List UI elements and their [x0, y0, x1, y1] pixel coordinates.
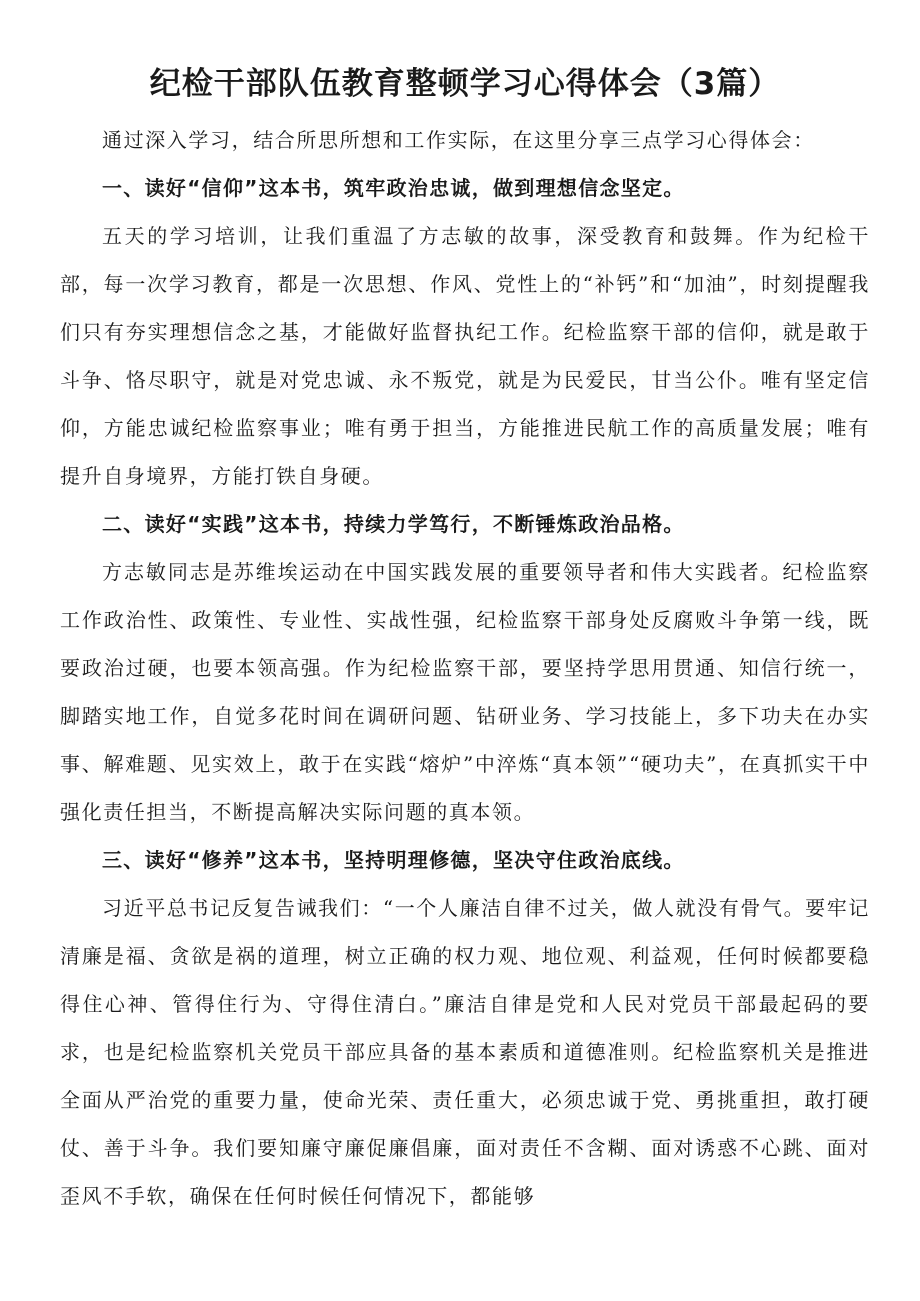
section-2-heading: 二、读好“实践”这本书，持续力学笃行，不断锤炼政治品格。: [102, 512, 685, 536]
section-1-body: 五天的学习培训，让我们重温了方志敏的故事，深受教育和鼓舞。作为纪检干部，每一次学习教育，都是一次思想、作风、党性上的“补钙”和“加油”，时刻提醒我们只有夯实理想信念之基，才能做好监督执纪工作。纪检监察干部的信仰，就是敢于斗争、恪尽职守，就是对党忠诚、永不叛党，就是为民爱民，甘当公仆。唯有坚定信仰，方能忠诚纪检监察事业；唯有勇于担当，方能推进民航工作的高质量发展；唯有提升自身境界，方能打铁自身硬。: [60, 224, 870, 488]
section-3-body: 习近平总书记反复告诫我们：“一个人廉洁自律不过关，做人就没有骨气。要牢记清廉是福、贪欲是祸的道理，树立正确的权力观、地位观、利益观，任何时候都要稳得住心神、管得住行为、守得住清白。”廉洁自律是党和人民对党员干部最起码的要求，也是纪检监察机关党员干部应具备的基本素质和道德准则。纪检监察机关是推进全面从严治党的重要力量，使命光荣、责任重大，必须忠诚于党、勇挑重担，敢打硬仗、善于斗争。我们要知廉守廉促廉倡廉，面对责任不含糊、面对诱惑不心跳、面对歪风不手软，确保在任何时候任何情况下，都能够: [60, 896, 870, 1208]
section-1-heading: 一、读好“信仰”这本书，筑牢政治忠诚，做到理想信念坚定。: [102, 176, 685, 200]
document-title: 纪检干部队伍教育整顿学习心得体会（3篇）: [149, 66, 781, 102]
section-2-body: 方志敏同志是苏维埃运动在中国实践发展的重要领导者和伟大实践者。纪检监察工作政治性、政策性、专业性、实战性强，纪检监察干部身处反腐败斗争第一线，既要政治过硬，也要本领高强。作为纪检监察干部，要坚持学思用贯通、知信行统一，脚踏实地工作，自觉多花时间在调研问题、钻研业务、学习技能上，多下功夫在办实事、解难题、见实效上，敢于在实践“熔炉”中淬炼“真本领”“硬功夫”，在真抓实干中强化责任担当，不断提高解决实际问题的真本领。: [60, 560, 870, 824]
intro-paragraph: 通过深入学习，结合所思所想和工作实际，在这里分享三点学习心得体会：: [102, 128, 815, 152]
section-3-heading: 三、读好“修养”这本书，坚持明理修德，坚决守住政治底线。: [102, 848, 685, 872]
